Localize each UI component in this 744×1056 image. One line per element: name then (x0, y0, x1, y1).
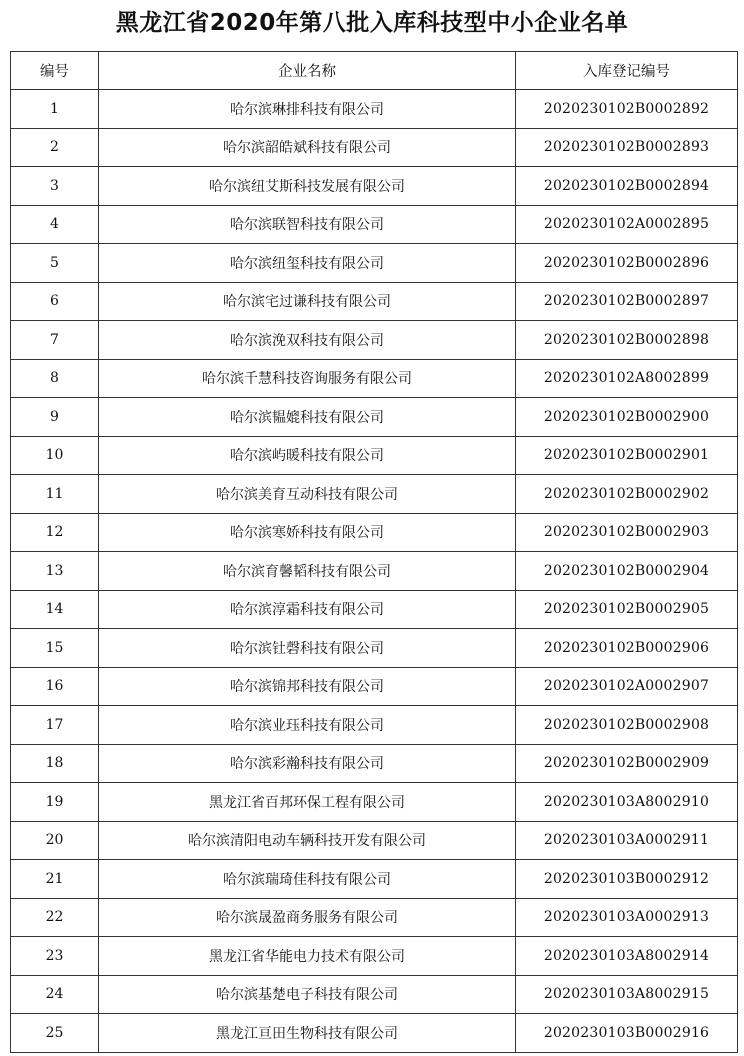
company-name: 黑龙江亘田生物科技有限公司 (99, 1014, 516, 1053)
row-number: 11 (11, 475, 99, 514)
registration-code: 2020230102B0002908 (516, 706, 738, 745)
registration-code: 2020230102B0002905 (516, 590, 738, 629)
company-name: 哈尔滨晟盈商务服务有限公司 (99, 898, 516, 937)
table-row (11, 590, 738, 629)
registration-code: 2020230103B0002912 (516, 860, 738, 899)
row-number: 7 (11, 321, 99, 360)
table-row (11, 244, 738, 283)
registration-code: 2020230102B0002904 (516, 552, 738, 591)
table-body (11, 90, 738, 1053)
company-name: 哈尔滨业珏科技有限公司 (99, 706, 516, 745)
registration-code: 2020230102B0002900 (516, 398, 738, 437)
company-name: 哈尔滨屿暖科技有限公司 (99, 436, 516, 475)
document-title: 黑龙江省2020年第八批入库科技型中小企业名单 (115, 10, 629, 36)
registration-code: 2020230103A0002913 (516, 898, 738, 937)
row-number: 22 (11, 898, 99, 937)
company-name: 哈尔滨联智科技有限公司 (99, 205, 516, 244)
registration-code: 2020230102A0002895 (516, 205, 738, 244)
company-name: 哈尔滨纽艾斯科技发展有限公司 (99, 167, 516, 206)
company-name: 哈尔滨锦邦科技有限公司 (99, 667, 516, 706)
registration-code: 2020230102B0002896 (516, 244, 738, 283)
row-number: 18 (11, 744, 99, 783)
registration-code: 2020230103A0002911 (516, 821, 738, 860)
company-name: 哈尔滨清阳电动车辆科技开发有限公司 (99, 821, 516, 860)
registration-code: 2020230103A8002914 (516, 937, 738, 976)
company-name: 哈尔滨彩瀚科技有限公司 (99, 744, 516, 783)
registration-code: 2020230103B0002916 (516, 1014, 738, 1053)
table-row (11, 436, 738, 475)
row-number: 2 (11, 128, 99, 167)
row-number: 23 (11, 937, 99, 976)
registration-code: 2020230102B0002892 (516, 90, 738, 129)
company-name: 哈尔滨育馨韬科技有限公司 (99, 552, 516, 591)
company-name: 哈尔滨淳霜科技有限公司 (99, 590, 516, 629)
row-number: 24 (11, 975, 99, 1014)
company-name: 哈尔滨宅过谦科技有限公司 (99, 282, 516, 321)
table-row (11, 821, 738, 860)
row-number: 17 (11, 706, 99, 745)
registration-code: 2020230102B0002898 (516, 321, 738, 360)
company-name: 哈尔滨美育互动科技有限公司 (99, 475, 516, 514)
company-name: 哈尔滨钍磬科技有限公司 (99, 629, 516, 668)
row-number: 25 (11, 1014, 99, 1053)
table-row (11, 667, 738, 706)
company-name: 哈尔滨韶皓斌科技有限公司 (99, 128, 516, 167)
header-registration-code: 入库登记编号 (516, 52, 738, 90)
table-row (11, 475, 738, 514)
registration-code: 2020230103A8002910 (516, 783, 738, 822)
company-name: 哈尔滨浼双科技有限公司 (99, 321, 516, 360)
registration-code: 2020230102B0002897 (516, 282, 738, 321)
row-number: 5 (11, 244, 99, 283)
registration-code: 2020230102B0002894 (516, 167, 738, 206)
table-row (11, 398, 738, 437)
row-number: 3 (11, 167, 99, 206)
company-name: 哈尔滨寒娇科技有限公司 (99, 513, 516, 552)
row-number: 14 (11, 590, 99, 629)
table-row (11, 359, 738, 398)
row-number: 16 (11, 667, 99, 706)
row-number: 15 (11, 629, 99, 668)
registration-code: 2020230102B0002901 (516, 436, 738, 475)
registration-code: 2020230102B0002903 (516, 513, 738, 552)
row-number: 8 (11, 359, 99, 398)
registration-code: 2020230102B0002909 (516, 744, 738, 783)
company-name: 黑龙江省华能电力技术有限公司 (99, 937, 516, 976)
row-number: 10 (11, 436, 99, 475)
company-name: 哈尔滨千慧科技咨询服务有限公司 (99, 359, 516, 398)
company-name: 哈尔滨瑞琦佳科技有限公司 (99, 860, 516, 899)
row-number: 9 (11, 398, 99, 437)
company-name: 哈尔滨韫媲科技有限公司 (99, 398, 516, 437)
row-number: 12 (11, 513, 99, 552)
table-row (11, 783, 738, 822)
company-name: 哈尔滨纽玺科技有限公司 (99, 244, 516, 283)
company-list-table (10, 51, 738, 1053)
table-row (11, 744, 738, 783)
table-row (11, 1014, 738, 1053)
row-number: 19 (11, 783, 99, 822)
table-row (11, 128, 738, 167)
registration-code: 2020230102A0002907 (516, 667, 738, 706)
row-number: 20 (11, 821, 99, 860)
registration-code: 2020230102A8002899 (516, 359, 738, 398)
header-company-name: 企业名称 (99, 52, 516, 90)
table-row (11, 205, 738, 244)
registration-code: 2020230102B0002893 (516, 128, 738, 167)
row-number: 13 (11, 552, 99, 591)
registration-code: 2020230102B0002906 (516, 629, 738, 668)
table-row (11, 860, 738, 899)
table-row (11, 706, 738, 745)
company-name: 哈尔滨琳排科技有限公司 (99, 90, 516, 129)
table-row (11, 321, 738, 360)
table-row (11, 898, 738, 937)
header-number: 编号 (11, 52, 99, 90)
row-number: 4 (11, 205, 99, 244)
company-name: 黑龙江省百邦环保工程有限公司 (99, 783, 516, 822)
row-number: 6 (11, 282, 99, 321)
table-row (11, 167, 738, 206)
table-header-row (11, 52, 738, 90)
row-number: 1 (11, 90, 99, 129)
table-row (11, 937, 738, 976)
table-row (11, 90, 738, 129)
registration-code: 2020230102B0002902 (516, 475, 738, 514)
table-row (11, 552, 738, 591)
registration-code: 2020230103A8002915 (516, 975, 738, 1014)
table-row (11, 282, 738, 321)
table-row (11, 629, 738, 668)
company-name: 哈尔滨基楚电子科技有限公司 (99, 975, 516, 1014)
table-row (11, 513, 738, 552)
table-row (11, 975, 738, 1014)
row-number: 21 (11, 860, 99, 899)
